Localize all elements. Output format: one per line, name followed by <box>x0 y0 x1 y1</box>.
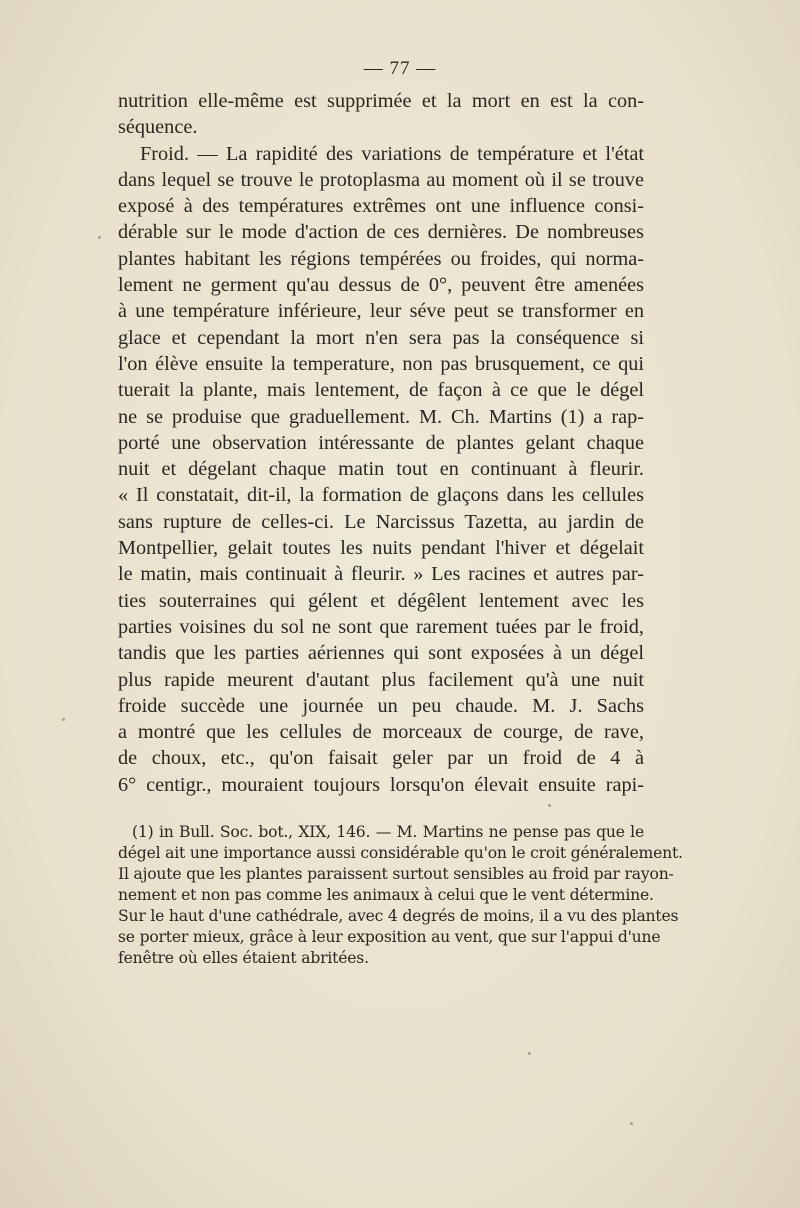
text-line: de choux, etc., qu'on faisait geler par un froid de 4 à <box>118 747 644 770</box>
footnote-line: fenêtre où elles étaient abritées. <box>118 949 369 967</box>
footnote-line: se porter mieux, grâce à leur exposition au vent, que sur l'appui d'une <box>118 928 661 946</box>
text-line: nutrition elle-même est supprimée et la mort en est la con- <box>118 90 644 112</box>
text-line: porté une observation intéressante de plantes gelant chaque <box>118 431 644 454</box>
text-line: à une température inférieure, leur séve peut se transformer en <box>118 300 644 323</box>
text-line: dérable sur le mode d'action de ces dernières. De nombreuses <box>118 221 644 244</box>
text-line: tuerait la plante, mais lentement, de façon à ce que le dégel <box>118 379 644 402</box>
text-line: plus rapide meurent d'autant plus facilement qu'à une nuit <box>118 668 644 691</box>
footnote-line: (1) in Bull. Soc. bot., XIX, 146. — M. Martins ne pense pas que le <box>132 823 644 841</box>
text-line: 6° centigr., mouraient toujours lorsqu'on élevait ensuite rapi- <box>118 773 644 796</box>
footnotes <box>118 822 683 969</box>
paper-speck <box>630 1122 633 1125</box>
text-line: Montpellier, gelait toutes les nuits pendant l'hiver et dégelait <box>118 537 644 560</box>
paper-speck <box>548 804 551 807</box>
text-line: lement ne germent qu'au dessus de 0°, peuvent être amenées <box>118 274 644 297</box>
text-line: glace et cependant la mort n'en sera pas la conséquence si <box>118 326 644 349</box>
text-line: nuit et dégelant chaque matin tout en continuant à fleurir. <box>118 458 644 481</box>
text-line: « Il constatait, dit-il, la formation de glaçons dans les cellules <box>118 484 644 507</box>
text-line: le matin, mais continuait à fleurir. » Les racines et autres par- <box>118 563 644 586</box>
text-line: ne se produise que graduellement. M. Ch. Martins (1) a rap- <box>118 405 644 428</box>
text-line: ties souterraines qui gélent et dégêlent lentement avec les <box>118 589 644 612</box>
text-line: sans rupture de celles-ci. Le Narcissus Tazetta, au jardin de <box>118 510 644 533</box>
paper-speck <box>528 1052 531 1055</box>
text-line: tandis que les parties aériennes qui sont exposées à un dégel <box>118 642 644 665</box>
text-line: l'on élève ensuite la temperature, non pas brusquement, ce qui <box>118 352 644 375</box>
text-line: plantes habitant les régions tempérées ou froides, qui norma- <box>118 247 644 270</box>
page-number: — 77 — <box>363 58 437 79</box>
footnote-line: dégel ait une importance aussi considérable qu'on le croit généralement. <box>118 844 683 862</box>
text-line: froide succède une journée un peu chaude. M. J. Sachs <box>118 694 644 717</box>
text-line: dans lequel se trouve le protoplasma au moment où il se trouve <box>118 168 644 191</box>
text-line: exposé à des températures extrêmes ont une influence consi- <box>118 195 644 218</box>
text-line: séquence. <box>118 116 198 139</box>
body-text <box>118 88 644 798</box>
text-line: Froid. — La rapidité des variations de température et l'état <box>140 142 644 165</box>
paper-speck <box>98 236 101 239</box>
footnote-line: nement et non pas comme les animaux à celui que le vent détermine. <box>118 886 654 904</box>
text-line: a montré que les cellules de morceaux de courge, de rave, <box>118 721 644 744</box>
footnote-line: Il ajoute que les plantes paraissent surtout sensibles au froid par rayon- <box>118 865 674 883</box>
paper-speck <box>62 718 65 721</box>
footnote-line: Sur le haut d'une cathédrale, avec 4 degrés de moins, il a vu des plantes <box>118 907 679 925</box>
text-line: parties voisines du sol ne sont que rarement tuées par le froid, <box>118 615 644 638</box>
